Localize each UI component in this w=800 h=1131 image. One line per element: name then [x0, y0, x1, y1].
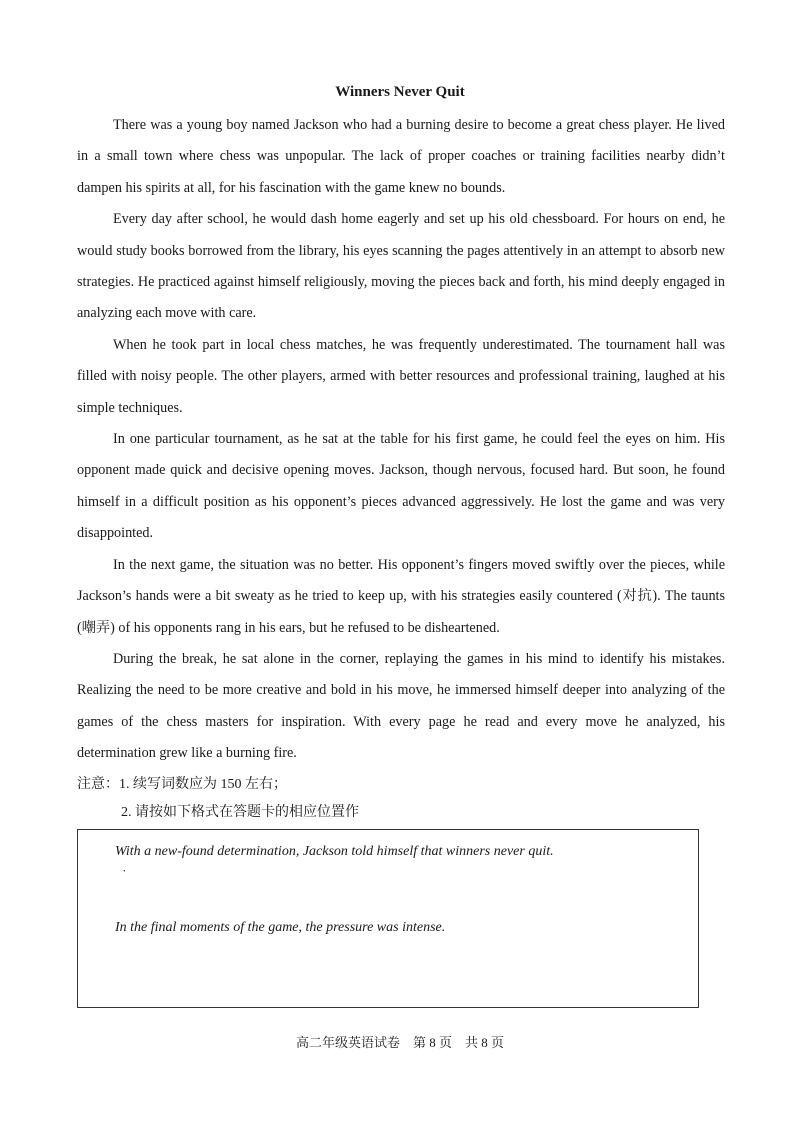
instructions — [77, 771, 725, 827]
continuation-prompt-2: In the final moments of the game, the pressure was intense. — [115, 920, 446, 935]
paragraph-3: When he took part in local chess matches, he was frequently underestimated. The tournament hall was filled with noisy people. The other players, armed with better resources and professional training, laughed at his simple techniques. — [77, 336, 725, 416]
instruction-1: 注意：1. 续写词数应为 150 左右； — [77, 777, 287, 792]
paragraph-4: In one particular tournament, as he sat at the table for his first game, he could feel the eyes on him. His opponent made quick and decisive opening moves. Jackson, though nervous, focused hard. But soon, he found himself in a difficult position as his opponent’s pieces advanced aggressively. He lost the game and was very disappointed. — [77, 431, 725, 542]
writing-mark: ˙ — [122, 868, 127, 883]
paragraph-1: There was a young boy named Jackson who had a burning desire to become a great chess player. He lived in a small town where chess was unpopular. The lack of proper coaches or training facilities nearby didn’t dampen his spirits at all, for his fascination with the game knew no bounds. — [77, 117, 725, 196]
passage-title: Winners Never Quit — [335, 84, 465, 100]
paragraph-5: In the next game, the situation was no better. His opponent’s fingers moved swiftly over the pieces, while Jackson’s hands were a bit sweaty as he tried to keep up, with his strategies easily countered (对抗). The taunts (嘲弄) of his opponents rang in his ears, but he refused to be disheartened. — [77, 556, 725, 636]
answer-box — [77, 829, 699, 1008]
passage-body — [77, 110, 725, 770]
paragraph-2: Every day after school, he would dash home eagerly and set up his old chessboard. For hours on end, he would study books borrowed from the library, his eyes scanning the pages attentively in an attempt to absorb new strategies. He practiced against himself religiously, moving the pieces back and forth, his mind deeply engaged in analyzing each move with care. — [77, 211, 725, 322]
paragraph-6: During the break, he sat alone in the corner, replaying the games in his mind to identify his mistakes. Realizing the need to be more creative and bold in his move, he immersed himself deeper into analyzing of the games of the chess masters for inspiration. With every page he read and every move he analyzed, his determination grew like a burning fire. — [77, 650, 725, 762]
instruction-2: 2. 请按如下格式在答题卡的相应位置作 — [121, 805, 359, 820]
page-footer: 高二年级英语试卷 第 8 页 共 8 页 — [295, 1035, 504, 1050]
continuation-prompt-1: With a new-found determination, Jackson told himself that winners never quit. — [115, 844, 554, 859]
